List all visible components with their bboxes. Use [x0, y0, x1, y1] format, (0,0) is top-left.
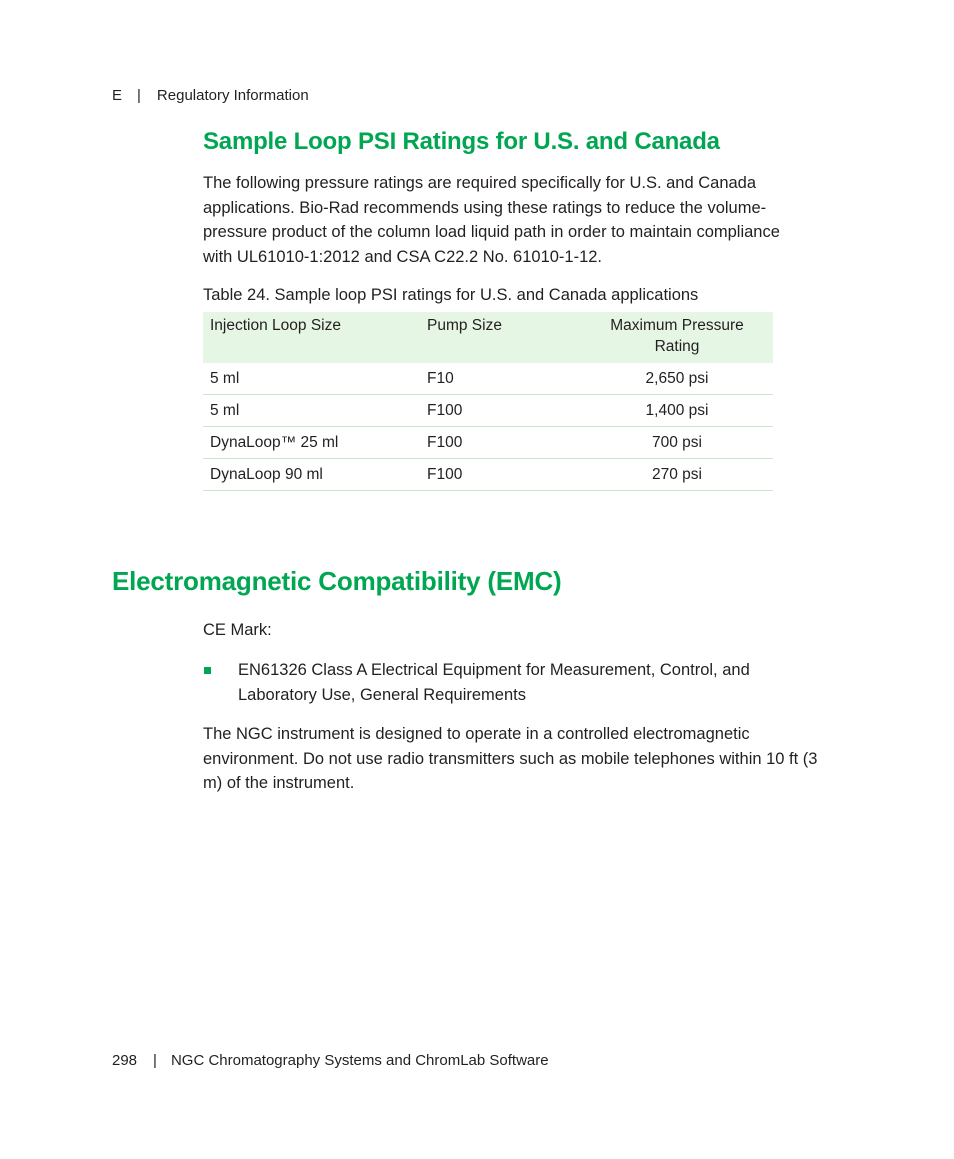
ce-mark-label: CE Mark:	[203, 621, 272, 639]
page-number: 298	[112, 1052, 138, 1069]
cell-loop-size: 5 ml	[203, 363, 420, 395]
table-header-row	[203, 312, 773, 363]
bullet-text: EN61326 Class A Electrical Equipment for Measurement, Control, and Laboratory Use, General Requirements	[238, 661, 750, 704]
table-caption: Table 24. Sample loop PSI ratings for U.S. and Canada applications	[203, 286, 699, 304]
cell-loop-size: 5 ml	[203, 395, 420, 427]
cell-loop-size: DynaLoop 90 ml	[203, 459, 420, 491]
cell-pump-size: F10	[420, 363, 580, 395]
cell-loop-size: DynaLoop™ 25 ml	[203, 427, 420, 459]
document-title: NGC Chromatography Systems and ChromLab Software	[170, 1052, 549, 1069]
running-footer	[112, 1052, 549, 1069]
emc-paragraph: The NGC instrument is designed to operate in a controlled electromagnetic environment. Do not use radio transmitters such as mobile telephones within 10 ft (3 m) of the instrument.	[203, 725, 818, 793]
cell-max-pressure: 2,650 psi	[580, 363, 773, 395]
table-row	[203, 363, 773, 395]
cell-pump-size: F100	[420, 459, 580, 491]
psi-section-heading: Sample Loop PSI Ratings for U.S. and Canada	[203, 128, 720, 155]
section-title: Regulatory Information	[156, 87, 309, 104]
cell-max-pressure: 270 psi	[580, 459, 773, 491]
cell-pump-size: F100	[420, 395, 580, 427]
column-header-pump-size: Pump Size	[427, 317, 502, 334]
column-header-max-pressure: Maximum Pressure Rating	[610, 317, 744, 355]
section-letter: E	[112, 87, 123, 104]
table-row	[203, 427, 773, 459]
table-row	[203, 459, 773, 491]
bullet-list-item	[203, 658, 803, 707]
footer-separator: |	[153, 1052, 157, 1069]
emc-section-heading: Electromagnetic Compatibility (EMC)	[112, 566, 562, 596]
bullet-square-icon	[204, 667, 211, 674]
header-separator: |	[137, 87, 141, 104]
cell-max-pressure: 1,400 psi	[580, 395, 773, 427]
column-header-injection-loop-size: Injection Loop Size	[210, 317, 341, 334]
cell-pump-size: F100	[420, 427, 580, 459]
psi-ratings-table	[203, 312, 773, 491]
table-row	[203, 395, 773, 427]
running-header	[112, 87, 309, 104]
cell-max-pressure: 700 psi	[580, 427, 773, 459]
psi-intro-paragraph: The following pressure ratings are required specifically for U.S. and Canada applications. Bio-Rad recommends using these ratings to reduce the volume-pressure product of the column load liquid path in order to maintain compliance with UL61010-1:2012 and CSA C22.2 No. 61010-1-12.	[203, 174, 780, 267]
